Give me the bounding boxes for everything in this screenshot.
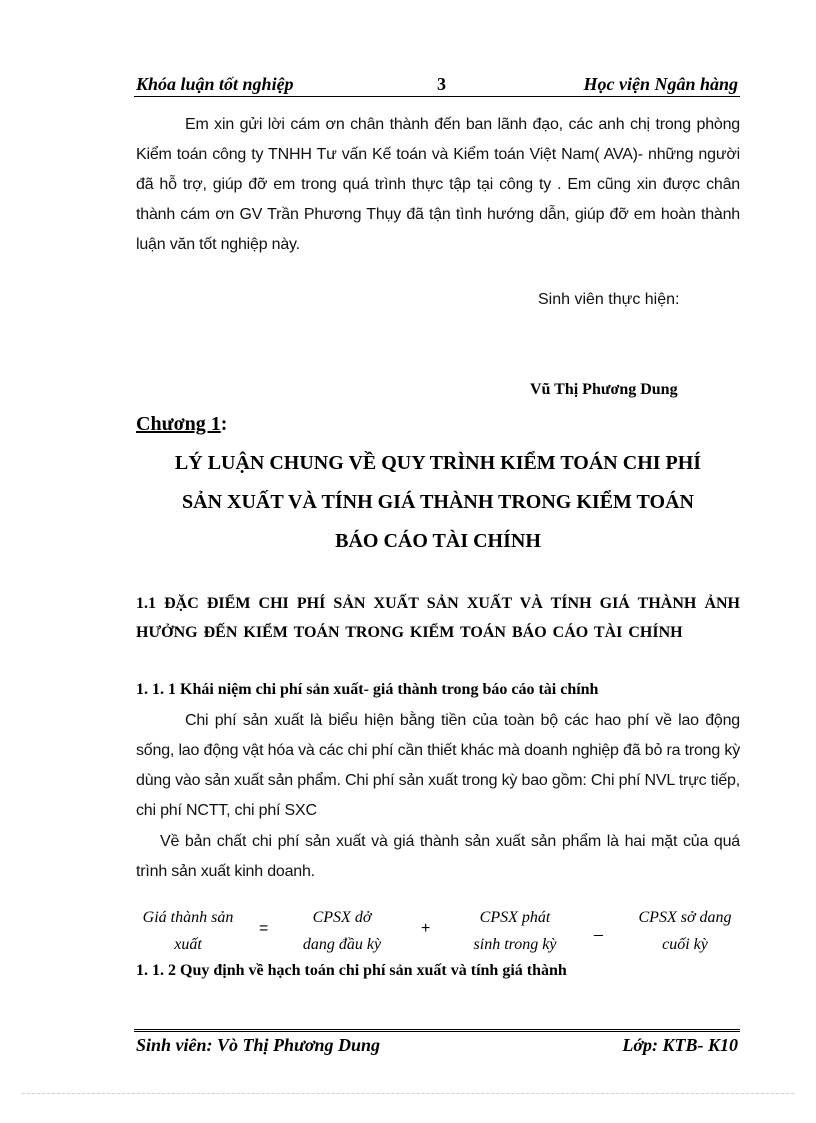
header-right-title: Học viện Ngân hàng [583, 74, 738, 94]
formula-term4-line1: CPSX sở dang [638, 909, 732, 926]
header-left-title: Khóa luận tốt nghiệp [136, 74, 294, 94]
page-number: 3 [437, 74, 446, 94]
chapter-title-line-2: SẢN XUẤT VÀ TÍNH GIÁ THÀNH TRONG KIỂM TOÁN [182, 491, 694, 513]
formula-term-opening-wip [288, 904, 396, 958]
formula-term3-line1: CPSX phát [479, 909, 551, 926]
formula-term4-line2: cuối kỳ [662, 936, 708, 953]
footer-rule-top [134, 1029, 740, 1030]
formula-term-cost-price [130, 904, 246, 958]
paragraph-definition: Chi phí sản xuất là biểu hiện bằng tiền của toàn bộ các hao phí về lao động sống, lao động vật hóa và các chi phí cần thiết khác mà doanh nghiệp đã bỏ ra trong kỳ dùng vào sản xuất sản phẩm. Chi phí sản xuất trong kỳ bao gồm: Chi phí NVL trực tiếp, chi phí NCTT, chi phí SXC [136, 712, 740, 819]
acknowledgement-paragraph: Em xin gửi lời cám ơn chân thành đến ban lãnh đạo, các anh chị trong phòng Kiểm toán công ty TNHH Tư vấn Kế toán và Kiểm toán Việt Nam( AVA)- những người đã hỗ trợ, giúp đỡ em trong quá trình thực tập tại công ty . Em cũng xin được chân thành cám ơn GV Trần Phương Thụy đã tận tình hướng dẫn, giúp đỡ em hoàn thành luận văn tốt nghiệp này. [136, 116, 740, 253]
page-edge-divider [22, 1093, 794, 1094]
chapter-heading [136, 413, 227, 436]
formula-term2-line2: dang đầu kỳ [302, 936, 382, 953]
formula-minus: _ [594, 920, 603, 937]
chapter-colon: : [220, 413, 228, 435]
footer-class: Lớp: KTB- K10 [622, 1035, 738, 1055]
header-rule [134, 96, 740, 97]
formula-term-period-cost [456, 904, 574, 958]
subsection-heading-1-1-1: 1. 1. 1 Khái niệm chi phí sản xuất- giá thành trong báo cáo tài chính [136, 681, 599, 698]
chapter-label: Chương 1 [136, 413, 221, 435]
chapter-title [136, 444, 740, 561]
chapter-title-line-3: BÁO CÁO TÀI CHÍNH [335, 530, 541, 552]
section-heading-1-1: 1.1 ĐẶC ĐIỂM CHI PHÍ SẢN XUẤT SẢN XUẤT VÀ TÍNH GIÁ THÀNH ẢNH HƯỞNG ĐẾN KIỂM TOÁN TRONG KIỂM TOÁN BÁO CÁO TÀI CHÍNH [136, 595, 740, 641]
formula-plus: + [421, 920, 431, 937]
footer-student: Sinh viên: Vò Thị Phương Dung [136, 1035, 381, 1055]
formula-equals: = [259, 920, 269, 937]
subsection-heading-1-1-2: 1. 1. 2 Quy định về hạch toán chi phí sản xuất và tính giá thành [136, 962, 567, 979]
formula-term1-line2: xuất [174, 936, 202, 953]
formula-term-closing-wip [626, 904, 744, 958]
formula-term3-line2: sinh trong kỳ [473, 936, 557, 953]
chapter-title-line-1: LÝ LUẬN CHUNG VỀ QUY TRÌNH KIỂM TOÁN CHI PHÍ [174, 452, 702, 474]
formula-term2-line1: CPSX dở [312, 909, 372, 926]
signature-label: Sinh viên thực hiện: [538, 291, 680, 308]
signature-name: Vũ Thị Phương Dung [530, 381, 678, 398]
paragraph-nature: Về bản chất chi phí sản xuất và giá thành sản xuất sản phẩm là hai mặt của quá trình sản xuất kinh doanh. [136, 833, 740, 880]
formula-term1-line1: Giá thành sản [142, 909, 234, 926]
footer-rule-bottom [134, 1031, 740, 1032]
